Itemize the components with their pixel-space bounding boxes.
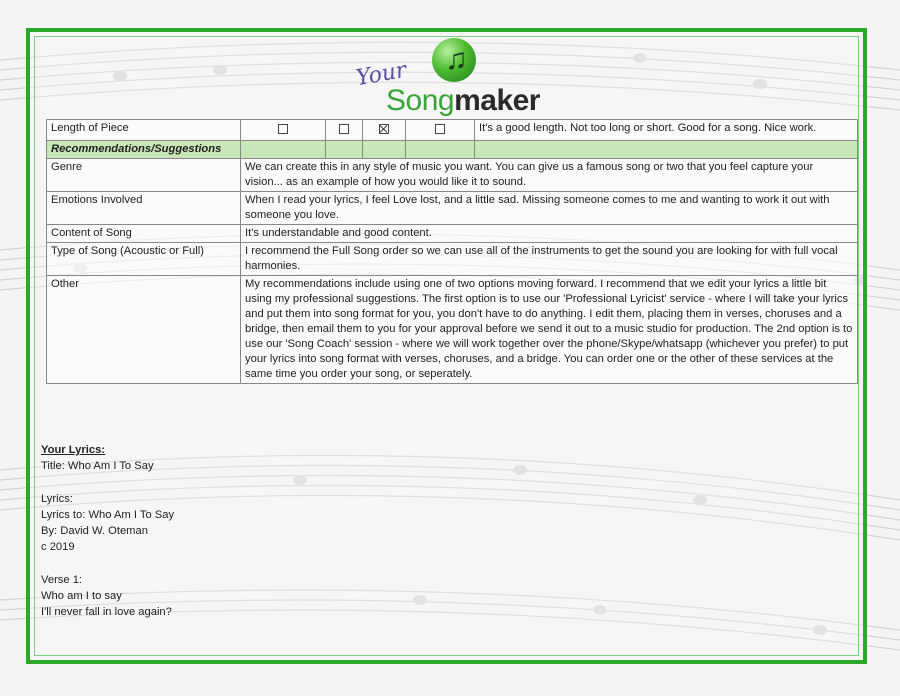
lyrics-copyright-line: c 2019 <box>41 541 75 554</box>
row-label: Type of Song (Acoustic or Full) <box>47 243 241 276</box>
length-of-piece-row <box>47 120 858 141</box>
table-row <box>47 159 858 192</box>
row-text: It's understandable and good content. <box>241 225 858 243</box>
verse-line: Who am I to say <box>41 590 122 603</box>
songmaker-logo <box>352 38 552 118</box>
row-text: We can create this in any style of music you want. You can give us a famous song or two that you feel capture your vision... as an example of how you would like it to sound. <box>241 159 858 192</box>
row-label: Emotions Involved <box>47 192 241 225</box>
recommendations-table <box>46 119 858 384</box>
row-text: My recommendations include using one of two options moving forward. I recommend that we edit your lyrics a little bit using my professional suggestions. The first option is to use our 'Professional Lyricist' service - where I will take your lyrics and put them into song format for you, you don't have to do anything. I edit them, placing them in verses, choruses and a bridge, then email them to you for your approval before we send it out to a music studio for production. The 2nd option is to use our 'Song Coach' session - where we will work together over the phone/Skype/whatsapp (whichever you prefer) to put your lyrics into song format with verses, choruses, and a bridge. You can order one or the other of these services at the same time you order your song, or seperately. <box>241 276 858 384</box>
lyrics-heading: Your Lyrics: <box>41 444 106 456</box>
table-row <box>47 225 858 243</box>
lyrics-section <box>41 442 174 621</box>
table-row <box>47 243 858 276</box>
verse-label: Verse 1: <box>41 573 83 586</box>
row-text: When I read your lyrics, I feel Love lost, and a little sad. Missing someone comes to me and wanting to work it out with someone you love. <box>241 192 858 225</box>
row-label: Genre <box>47 159 241 192</box>
lyrics-author-line: By: David W. Oteman <box>41 525 148 538</box>
checkbox-2[interactable] <box>339 124 349 134</box>
verse-line: I'll never fall in love again? <box>41 606 172 619</box>
table-row <box>47 192 858 225</box>
row-label: Length of Piece <box>47 120 241 141</box>
logo-songmaker-text: Songmaker <box>386 84 540 117</box>
lyrics-title-line: Title: Who Am I To Say <box>41 460 154 473</box>
recommendations-heading-row <box>47 141 858 159</box>
row-label: Content of Song <box>47 225 241 243</box>
row-text: I recommend the Full Song order so we can use all of the instruments to get the sound you are looking for with full vocal harmonies. <box>241 243 858 276</box>
recommendations-heading: Recommendations/Suggestions <box>47 141 241 159</box>
checkbox-3-checked[interactable] <box>379 124 389 134</box>
table-row <box>47 276 858 384</box>
row-comment: It's a good length. Not too long or short. Good for a song. Nice work. <box>475 120 858 141</box>
checkbox-1[interactable] <box>278 124 288 134</box>
checkbox-4[interactable] <box>435 124 445 134</box>
row-label: Other <box>47 276 241 384</box>
music-note-icon: ♫ <box>445 43 468 76</box>
logo-your-text: Your <box>354 57 409 92</box>
lyrics-to-line: Lyrics to: Who Am I To Say <box>41 508 175 521</box>
lyrics-label: Lyrics: <box>41 492 73 505</box>
